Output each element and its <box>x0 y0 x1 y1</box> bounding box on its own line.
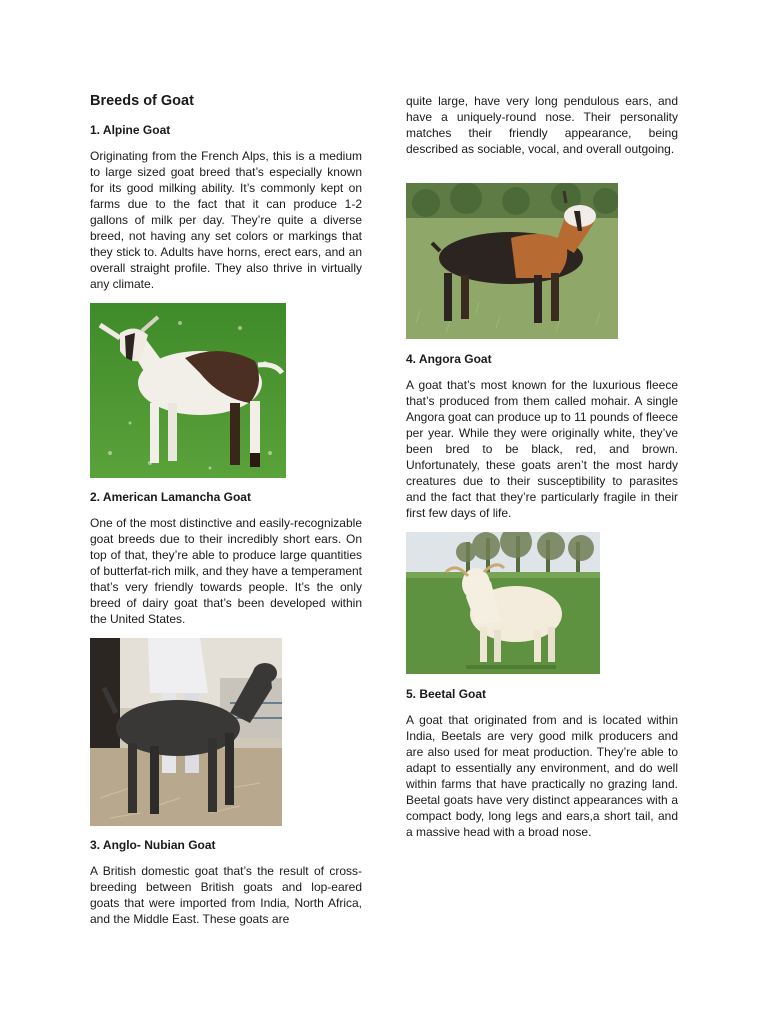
page-title: Breeds of Goat <box>90 93 194 109</box>
section-text-beetal: A goat that originated from and is located within India, Beetals are very good milk producers and are also used for meat production. They’re able to adapt to essentially any environment, and do well within farms that have practically no grazing land. Beetal goats have very distinct appearances with a compact body, long legs and ears,a short tail, and a massive head with a broad nose. <box>406 713 678 839</box>
section-text-lamancha: One of the most distinctive and easily-recognizable goat breeds due to their incredibly short ears. On top of that, they’re able to produce large quantities of butterfat-rich milk, and they have a temperament that’s very friendly towards people. It’s the only breed of dairy goat that’s been developed within the United States. <box>90 516 362 626</box>
section-heading-alpine: 1. Alpine Goat <box>90 123 171 137</box>
section-heading-lamancha: 2. American Lamancha Goat <box>90 490 251 504</box>
american-lamancha-goat-photo <box>90 638 282 826</box>
section-heading-anglo-nubian: 3. Anglo- Nubian Goat <box>90 838 216 852</box>
alpine-goat-photo <box>90 303 286 478</box>
angora-goat-photo <box>406 532 600 674</box>
section-text-alpine: Originating from the French Alps, this is a medium to large sized goat breed that’s especially known for its good milking ability. It’s commonly kept on farms due to the fact that it can produce 1-2 gallons of milk per day. They’re quite a diverse breed, not having any set colors or markings that they stick to. Adults have horns, erect ears, and an overall straight profile. They also thrive in virtually any climate. <box>90 149 362 291</box>
section-text-anglo-nubian-part1: A British domestic goat that’s the result of cross-breeding between British goats and lop-eared goats that were imported from India, North Africa, and the Middle East. These goats are <box>90 864 362 926</box>
section-heading-angora: 4. Angora Goat <box>406 352 492 366</box>
section-text-anglo-nubian-part2: quite large, have very long pendulous ears, and have a uniquely-round nose. Their personality matches their friendly appearance, being described as sociable, vocal, and overall outgoing. <box>406 94 678 156</box>
anglo-nubian-goat-photo <box>406 183 618 339</box>
section-heading-beetal: 5. Beetal Goat <box>406 687 487 701</box>
section-text-angora: A goat that’s most known for the luxurious fleece that’s produced from them called mohair. A single Angora goat can produce up to 11 pounds of fleece per year. While they were originally white, they’ve been bred to be black, red, and brown. Unfortunately, these goats aren’t the most hardy creatures due to their susceptibility to parasites and the fact that they’re particularly fragile in their first few days of life. <box>406 378 678 520</box>
